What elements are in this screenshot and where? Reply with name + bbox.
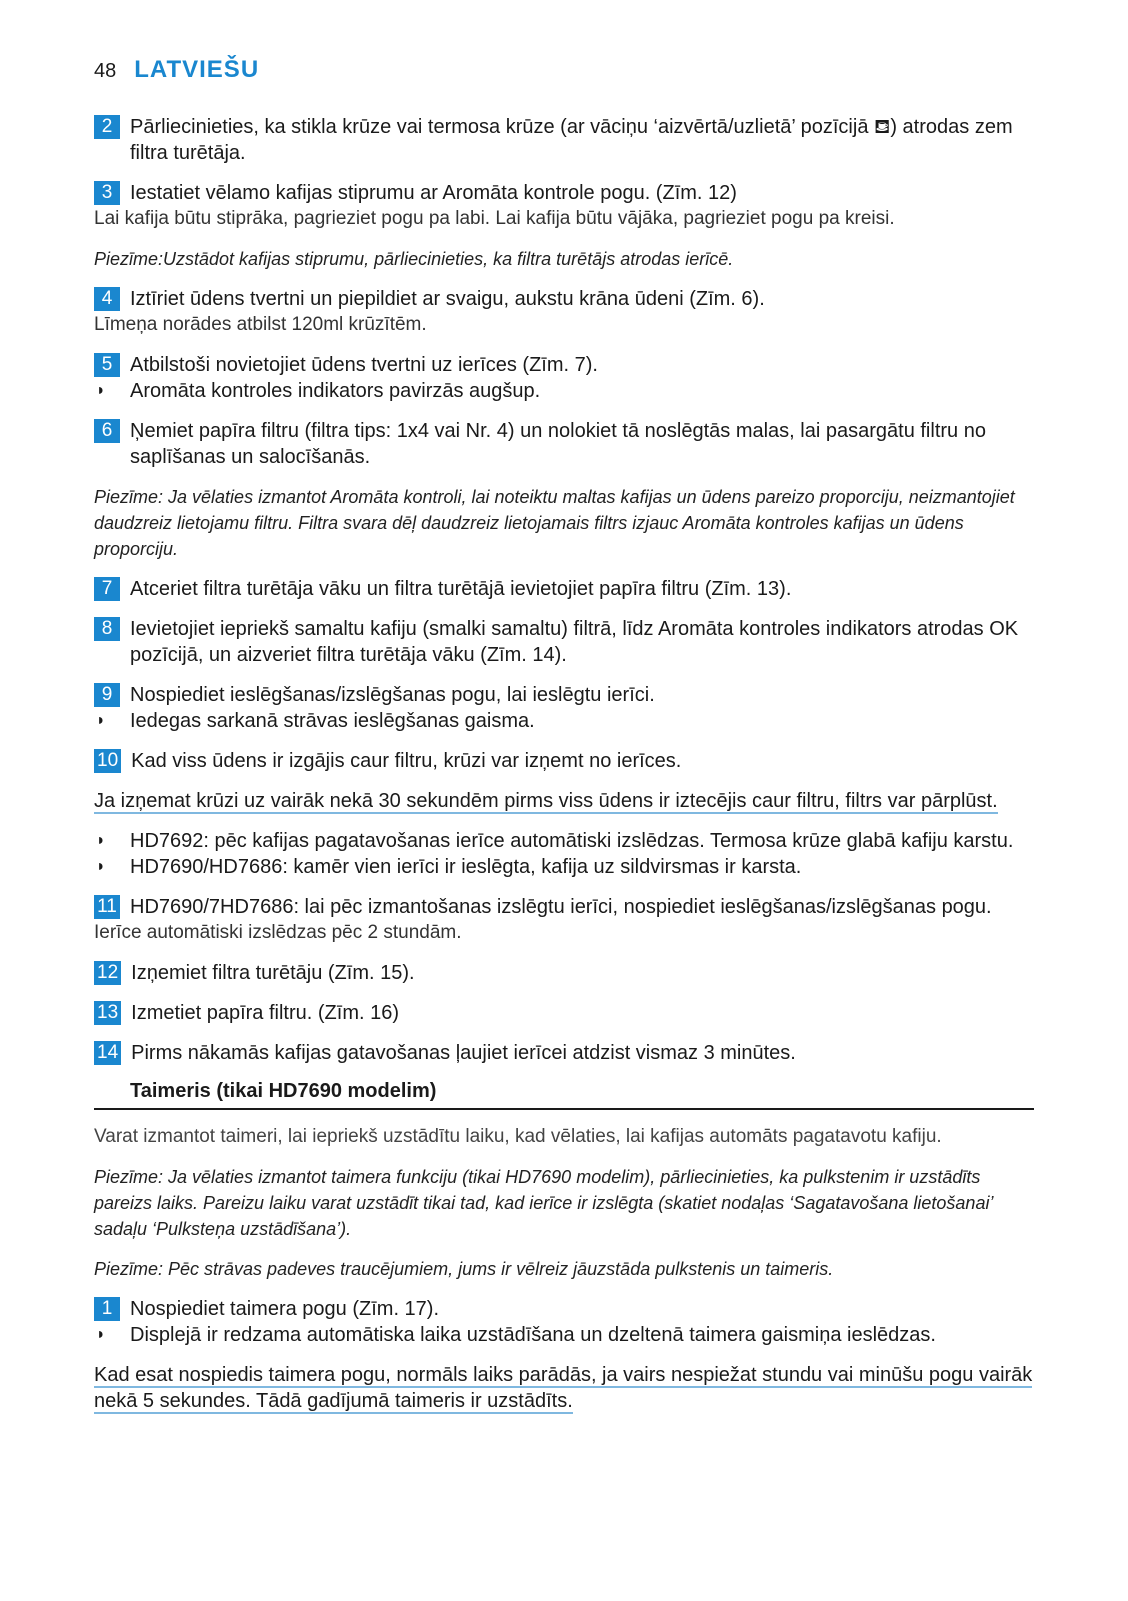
timer-step-1 (94, 1296, 1034, 1322)
bullet-icon: ◗ (96, 832, 106, 849)
step-12 (94, 960, 1034, 986)
step-number: 3 (94, 181, 120, 205)
step-number: 12 (94, 961, 121, 985)
bullet-icon: ◗ (96, 1326, 106, 1343)
step-2 (94, 114, 1034, 166)
step-text: Pārliecinieties, ka stikla krūze vai termosa krūze (ar vāciņu ‘aizvērtā/uzlietā’ pozīcijā ⛾) atrodas zem filtra turētāja. (130, 116, 1013, 164)
warning-overflow (94, 788, 1034, 814)
step-number: 7 (94, 577, 120, 601)
step-5 (94, 352, 1034, 378)
bullet-hd7690 (94, 854, 1034, 880)
timer-intro: Varat izmantot taimeri, lai iepriekš uzstādītu laiku, kad vēlaties, lai kafijas automāts pagatavotu kafiju. (94, 1126, 942, 1147)
note-timer-clock: Piezīme: Ja vēlaties izmantot taimera funkciju (tikai HD7690 modelim), pārliecinieties, ka pulkstenim ir uzstādīts pareizs laiks. Pareizu laiku varat uzstādīt tikai tad, kad ierīce ir izslēgta (skatiet nodaļas ‘Sagatavošana lietošanai’ sadaļu ‘Pulksteņa uzstādīšana’). (94, 1167, 993, 1239)
warning-timer (94, 1362, 1034, 1414)
step-14 (94, 1040, 1034, 1066)
step-text: Izņemiet filtra turētāju (Zīm. 15). (131, 962, 415, 984)
step-number: 13 (94, 1001, 121, 1025)
bullet-text: HD7692: pēc kafijas pagatavošanas ierīce automātiski izslēdzas. Termosa krūze glabā kafiju karstu. (130, 830, 1014, 852)
page-number: 48 (94, 60, 117, 82)
step-5-result (94, 378, 1034, 404)
bullet-text: Iedegas sarkanā strāvas ieslēgšanas gaisma. (130, 710, 535, 732)
step-9 (94, 682, 1034, 708)
warning-text: Ja izņemat krūzi uz vairāk nekā 30 sekundēm pirms viss ūdens ir iztecējis caur filtru, filtrs var pārplūst. (94, 790, 998, 812)
step-number: 9 (94, 683, 120, 707)
step-11 (94, 894, 1034, 920)
bullet-icon: ◗ (96, 382, 106, 399)
step-10 (94, 748, 1034, 774)
step-4 (94, 286, 1034, 312)
step-number: 10 (94, 749, 121, 773)
step-text: Nospiediet ieslēgšanas/izslēgšanas pogu, lai ieslēgtu ierīci. (130, 684, 655, 706)
step-4-detail: Līmeņa norādes atbilst 120ml krūzītēm. (94, 314, 427, 335)
timer-step-1-result (94, 1322, 1034, 1348)
bullet-hd7692 (94, 828, 1034, 854)
bullet-icon: ◗ (96, 858, 106, 875)
step-number: 14 (94, 1041, 121, 1065)
step-7 (94, 576, 1034, 602)
step-text: Nospiediet taimera pogu (Zīm. 17). (130, 1298, 440, 1320)
step-13 (94, 1000, 1034, 1026)
step-number: 11 (94, 895, 120, 919)
step-number: 1 (94, 1297, 120, 1321)
bullet-icon: ◗ (96, 712, 106, 729)
step-text: Ņemiet papīra filtru (filtra tips: 1x4 vai Nr. 4) un nolokiet tā noslēgtās malas, lai pasargātu filtru no saplīšanas un salocīšanās. (130, 420, 986, 468)
step-number: 5 (94, 353, 120, 377)
warning-text: Kad esat nospiedis taimera pogu, normāls laiks parādās, ja vairs nespiežat stundu vai minūšu pogu vairāk nekā 5 sekundes. Tādā gadījumā taimeris ir uzstādīts. (94, 1364, 1033, 1412)
page-header (94, 56, 1034, 96)
step-8 (94, 616, 1034, 668)
step-text: Iztīriet ūdens tvertni un piepildiet ar svaigu, aukstu krāna ūdeni (Zīm. 6). (130, 288, 765, 310)
note-power-failure: Piezīme: Pēc strāvas padeves traucējumiem, jums ir vēlreiz jāuzstāda pulkstenis un taimeris. (94, 1259, 834, 1279)
step-3 (94, 180, 1034, 206)
manual-page (94, 56, 1034, 1414)
bullet-text: HD7690/HD7686: kamēr vien ierīci ir ieslēgta, kafija uz sildvirsmas ir karsta. (130, 856, 802, 878)
step-number: 4 (94, 287, 120, 311)
section-title-timer: Taimeris (tikai HD7690 modelim) (94, 1078, 1034, 1110)
step-11-detail: Ierīce automātiski izslēdzas pēc 2 stundām. (94, 922, 462, 943)
bullet-text: Displejā ir redzama automātiska laika uzstādīšana un dzeltenā taimera gaismiņa ieslēdzas. (130, 1324, 936, 1346)
step-9-result (94, 708, 1034, 734)
step-number: 2 (94, 115, 120, 139)
step-number: 8 (94, 617, 120, 641)
note-reusable-filter: Piezīme: Ja vēlaties izmantot Aromāta kontroli, lai noteiktu maltas kafijas un ūdens pareizo proporciju, neizmantojiet daudzreiz lietojamu filtru. Filtra svara dēļ daudzreiz lietojamais filtrs izjauc Aromāta kontroles kafijas un ūdens proporciju. (94, 487, 1015, 559)
step-text: Izmetiet papīra filtru. (Zīm. 16) (131, 1002, 399, 1024)
step-text: Ievietojiet iepriekš samaltu kafiju (smalki samaltu) filtrā, līdz Aromāta kontroles indikators atrodas OK pozīcijā, un aizveriet filtra turētāja vāku (Zīm. 14). (130, 618, 1019, 666)
bullet-text: Aromāta kontroles indikators pavirzās augšup. (130, 380, 541, 402)
step-text: Kad viss ūdens ir izgājis caur filtru, krūzi var izņemt no ierīces. (131, 750, 682, 772)
step-number: 6 (94, 419, 120, 443)
step-6 (94, 418, 1034, 470)
note-filter-holder: Piezīme:Uzstādot kafijas stiprumu, pārliecinieties, ka filtra turētājs atrodas ierīcē. (94, 249, 734, 269)
step-text: Atbilstoši novietojiet ūdens tvertni uz ierīces (Zīm. 7). (130, 354, 598, 376)
step-text: Pirms nākamās kafijas gatavošanas ļaujiet ierīcei atdzist vismaz 3 minūtes. (131, 1042, 796, 1064)
step-3-detail: Lai kafija būtu stiprāka, pagrieziet pogu pa labi. Lai kafija būtu vājāka, pagrieziet pogu pa kreisi. (94, 208, 895, 229)
language-heading: LATVIEŠU (134, 56, 260, 83)
step-text: Atceriet filtra turētāja vāku un filtra turētājā ievietojiet papīra filtru (Zīm. 13). (130, 578, 792, 600)
step-text: HD7690/7HD7686: lai pēc izmantošanas izslēgtu ierīci, nospiediet ieslēgšanas/izslēgšanas pogu. (130, 896, 992, 918)
step-text: Iestatiet vēlamo kafijas stiprumu ar Aromāta kontrole pogu. (Zīm. 12) (130, 182, 737, 204)
